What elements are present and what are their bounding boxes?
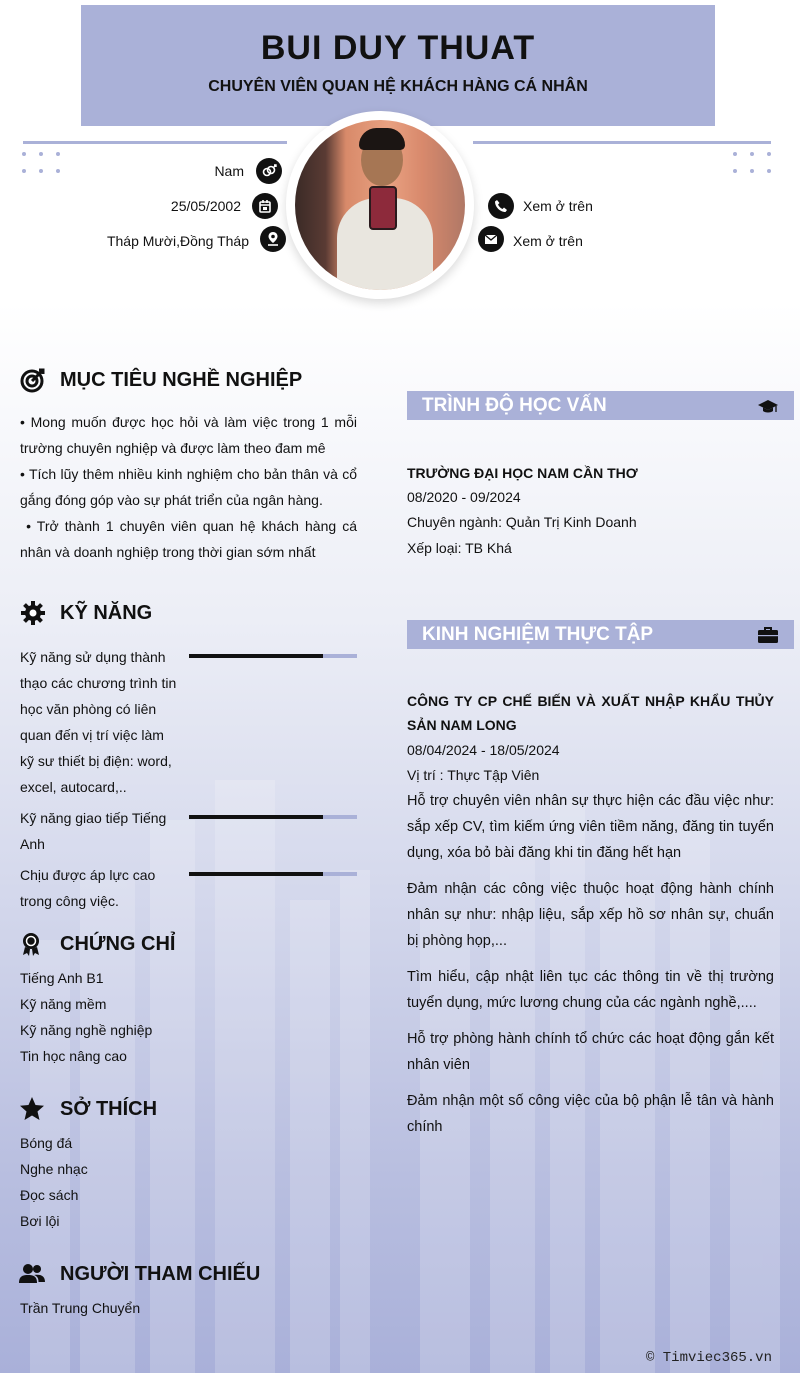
school-name: TRƯỜNG ĐẠI HỌC NAM CẦN THƠ [407, 465, 638, 481]
objective-text [20, 409, 361, 565]
experience-duty: Đảm nhận các công việc thuộc hoạt động hành chính nhân sự như: nhập liệu, sắp xếp hồ sơ nhân sự, chuẩn bị phòng họp,... [407, 881, 774, 949]
location-pin-icon [260, 226, 286, 252]
star-icon [19, 1096, 45, 1122]
hobbies-title: SỞ THÍCH [60, 1098, 158, 1120]
objective-line: • Tích lũy thêm nhiều kinh nghiệm cho bản thân và cổ gắng đóng góp vào sự phát triển của ngân hàng. [20, 466, 357, 508]
company-name: CÔNG TY CP CHẾ BIẾN VÀ XUẤT NHẬP KHẨU THỦY SẢN NAM LONG [407, 693, 774, 733]
calendar-icon [252, 193, 278, 219]
certificate-item: Tin học nâng cao [20, 1048, 127, 1064]
experience-header [407, 620, 794, 649]
graduation-cap-icon [758, 397, 778, 415]
objective-title: MỤC TIÊU NGHỀ NGHIỆP [60, 369, 303, 391]
skill-bar [189, 815, 357, 819]
footer-watermark: © Timviec365.vn [645, 1350, 772, 1366]
education-grade: Xếp loại: TB Khá [407, 540, 512, 556]
users-icon [19, 1261, 45, 1287]
skill-bar-fill [189, 872, 323, 876]
skill-bar-fill [189, 815, 323, 819]
candidate-role: CHUYÊN VIÊN QUAN HỆ KHÁCH HÀNG CÁ NHÂN [208, 78, 588, 95]
skill-label: Kỹ năng giao tiếp Tiếng Anh [20, 810, 167, 852]
birthday-text: 25/05/2002 [170, 198, 241, 214]
hobby-item: Bóng đá [20, 1135, 73, 1151]
skill-label: Chịu được áp lực cao trong công việc. [20, 867, 156, 909]
experience-position: Vị trí : Thực Tập Viên [407, 767, 540, 783]
experience-period: 08/04/2024 - 18/05/2024 [407, 742, 560, 758]
certificate-item: Tiếng Anh B1 [20, 970, 104, 986]
skill-bar-fill [189, 654, 323, 658]
certificate-item: Kỹ năng mềm [20, 996, 107, 1012]
objective-line: • Trở thành 1 chuyên viên quan hệ khách hàng cá nhân và doanh nghiệp trong thời gian sớm nhất [20, 518, 361, 560]
award-ribbon-icon [18, 931, 44, 957]
certificate-item: Kỹ năng nghề nghiệp [20, 1022, 153, 1038]
candidate-name: BUI DUY THUAT [260, 29, 536, 67]
divider-right [473, 141, 771, 144]
phone-text: Xem ở trên [523, 198, 593, 214]
skills-title: KỸ NĂNG [60, 602, 153, 624]
experience-duty: Hỗ trợ phòng hành chính tổ chức các hoạt động gắn kết nhân viên [407, 1031, 774, 1073]
divider-left [23, 141, 287, 144]
dot-pattern-right [733, 152, 771, 173]
experience-duty: Hỗ trợ chuyên viên nhân sự thực hiện các đầu việc như: sắp xếp CV, tìm kiếm ứng viên tiềm năng, đăng tin tuyển dụng, xóa bỏ bài đăng khi tin đăng hết hạn [407, 793, 774, 861]
skill-bar [189, 872, 357, 876]
email-icon [478, 226, 504, 252]
gear-icon [20, 600, 46, 626]
header-banner [81, 5, 715, 126]
education-title: TRÌNH ĐỘ HỌC VẤN [422, 395, 607, 416]
email-text: Xem ở trên [513, 233, 583, 249]
skill-bar [189, 654, 357, 658]
education-header [407, 391, 794, 420]
hobby-item: Bơi lội [20, 1213, 60, 1229]
certificates-title: CHỨNG CHỈ [60, 933, 176, 955]
gender-icon [256, 158, 282, 184]
gender-text: Nam [214, 163, 244, 179]
hobby-item: Nghe nhạc [20, 1161, 88, 1177]
skill-label: Kỹ năng sử dụng thành thạo các chương trình tin học văn phòng có liên quan đến vị trí việc làm kỹ sư thiết bị điện: word, excel, autocard,.. [20, 649, 177, 795]
dot-pattern-left [22, 152, 60, 173]
education-major: Chuyên ngành: Quản Trị Kinh Doanh [407, 514, 637, 530]
profile-photo [295, 120, 465, 290]
phone-icon [488, 193, 514, 219]
address-text: Tháp Mười,Đồng Tháp [106, 233, 249, 249]
references-title: NGƯỜI THAM CHIẾU [60, 1263, 261, 1285]
briefcase-icon [758, 626, 778, 644]
experience-duty: Đảm nhận một số công việc của bộ phận lễ tân và hành chính [407, 1093, 774, 1135]
experience-title: KINH NGHIỆM THỰC TẬP [422, 624, 654, 645]
avatar [286, 111, 474, 299]
reference-item: Trần Trung Chuyển [20, 1300, 141, 1316]
hobby-item: Đọc sách [20, 1187, 79, 1203]
education-period: 08/2020 - 09/2024 [407, 489, 521, 505]
objective-line: • Mong muốn được học hỏi và làm việc trong 1 mỗi trường chuyên nghiệp và được làm theo đam mê [20, 414, 357, 456]
experience-duty: Tìm hiểu, cập nhật liên tục các thông tin về thị trường tuyển dụng, mức lương chung của các ngành nghề,.... [407, 969, 774, 1011]
target-icon [20, 367, 46, 393]
